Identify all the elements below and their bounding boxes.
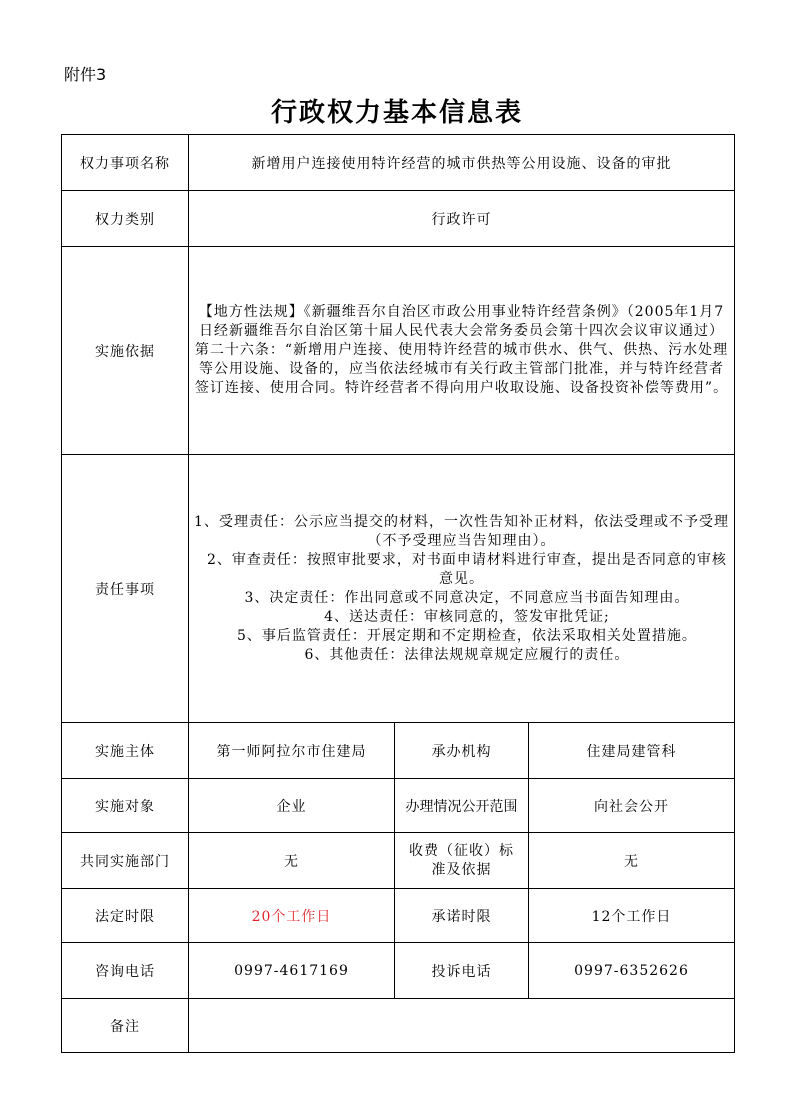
category-label: 权力类别 [62, 191, 189, 247]
basis-label: 实施依据 [62, 247, 189, 455]
remark-label: 备注 [62, 999, 189, 1053]
row-category [62, 191, 735, 247]
consult-phone-value: 0997-4617169 [189, 943, 395, 999]
category-value: 行政许可 [189, 191, 735, 247]
agency-label: 承办机构 [395, 723, 529, 779]
subject-value: 第一师阿拉尔市住建局 [189, 723, 395, 779]
page-title: 行政权力基本信息表 [270, 98, 523, 128]
name-label: 权力事项名称 [62, 135, 189, 191]
disclosure-label: 办理情况公开范围 [395, 779, 529, 833]
duty-item: 3、决定责任：作出同意或不同意决定，不同意应当书面告知理由。 [233, 589, 690, 606]
duty-item: 4、送达责任：审核同意的，签发审批凭证; [313, 608, 610, 625]
complaint-phone-label: 投诉电话 [395, 943, 529, 999]
fee-label: 收费（征收）标准及依据 [395, 833, 529, 889]
row-remark [62, 999, 735, 1053]
row-duties [62, 455, 735, 723]
duty-item: 1、受理责任：公示应当提交的材料，一次性告知补正材料，依法受理或不予受理（不予受理应当告知理由）。 [194, 513, 729, 549]
duties-label: 责任事项 [62, 455, 189, 723]
agency-value: 住建局建管科 [529, 723, 735, 779]
consult-phone-label: 咨询电话 [62, 943, 189, 999]
row-target [62, 779, 735, 833]
row-name [62, 135, 735, 191]
info-table [61, 134, 735, 1053]
promise-time-label: 承诺时限 [395, 889, 529, 943]
basis-text: 【地方性法规】《新疆维吾尔自治区市政公用事业特许经营条例》（2005年1月7日经新疆维吾尔自治区第十届人民代表大会常务委员会第十四次会议审议通过） 第二十六条：“新增用户连接、使用特许经营的城市供水、供气、供热、污水处理等公用设施、设备的，应当依法经城市有关行政主管部门批准，并与特许经营者签订连接、使用合同。特许经营者不得向用户收取设施、设备投资补偿等费用”。 [189, 247, 735, 455]
attachment-label: 附件3 [64, 65, 107, 84]
duties-list [189, 455, 735, 723]
legal-time-value: 20个工作日 [189, 889, 395, 943]
promise-time-value: 12个工作日 [529, 889, 735, 943]
duty-item: 5、事后监管责任：开展定期和不定期检查，依法采取相关处置措施。 [226, 627, 697, 644]
name-value: 新增用户连接使用特许经营的城市供热等公用设施、设备的审批 [189, 135, 735, 191]
disclosure-value: 向社会公开 [529, 779, 735, 833]
target-value: 企业 [189, 779, 395, 833]
duty-item: 6、其他责任：法律法规规章规定应履行的责任。 [293, 646, 630, 663]
row-phone [62, 943, 735, 999]
joint-value: 无 [189, 833, 395, 889]
row-joint [62, 833, 735, 889]
target-label: 实施对象 [62, 779, 189, 833]
row-basis [62, 247, 735, 455]
fee-value: 无 [529, 833, 735, 889]
legal-time-label: 法定时限 [62, 889, 189, 943]
row-subject [62, 723, 735, 779]
complaint-phone-value: 0997-6352626 [529, 943, 735, 999]
duty-item: 2、审查责任：按照审批要求，对书面申请材料进行审查，提出是否同意的审核意见。 [196, 551, 727, 587]
remark-value [189, 999, 735, 1053]
subject-label: 实施主体 [62, 723, 189, 779]
joint-label: 共同实施部门 [62, 833, 189, 889]
row-time [62, 889, 735, 943]
